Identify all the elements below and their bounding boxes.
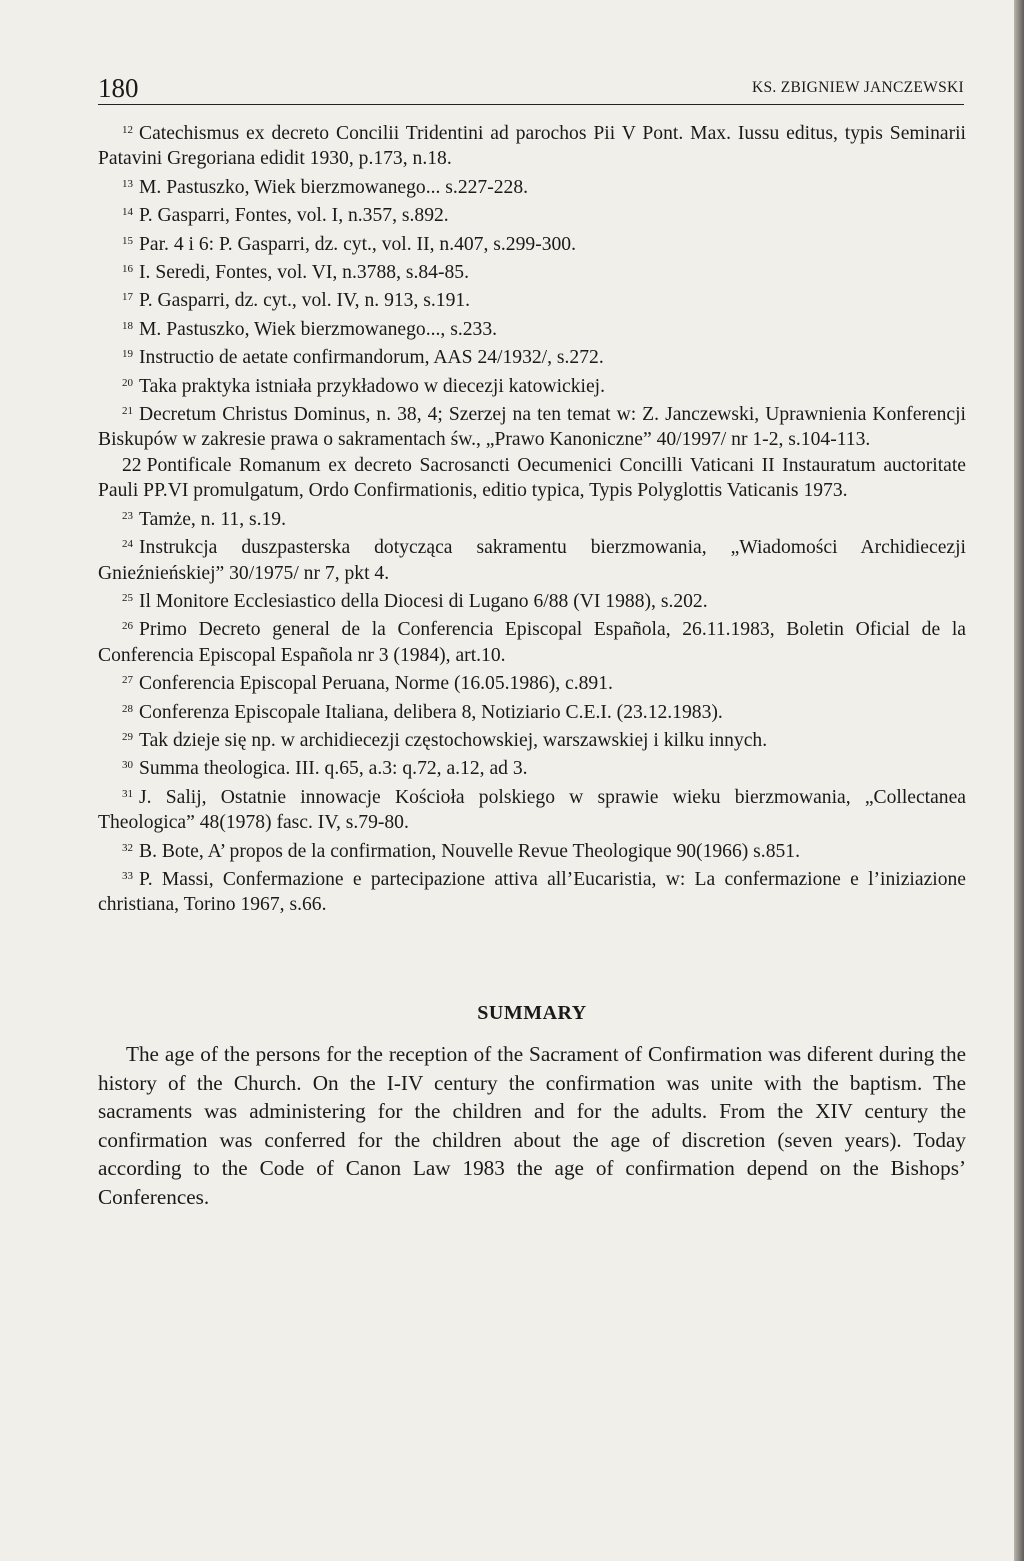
footnote-number: 33 <box>122 869 133 882</box>
footnote-text: Summa theologica. III. q.65, a.3: q.72, a.12, ad 3. <box>139 758 528 780</box>
footnote-number: 13 <box>122 177 133 190</box>
footnote-text: Conferencia Episcopal Peruana, Norme (16.05.1986), c.891. <box>139 673 613 695</box>
summary-heading: SUMMARY <box>477 1002 587 1024</box>
footnote-number: 14 <box>122 206 133 219</box>
footnote <box>98 118 966 172</box>
footnote-number: 16 <box>122 263 133 276</box>
footnote-number: 25 <box>122 591 133 604</box>
footnote-text: Il Monitore Ecclesiastico della Diocesi di Lugano 6/88 (VI 1988), s.202. <box>139 590 708 612</box>
footnote-number: 26 <box>122 620 133 633</box>
footnote-number: 20 <box>122 376 133 389</box>
footnote <box>98 229 966 257</box>
footnote <box>98 285 966 313</box>
footnote-number: 12 <box>122 124 133 136</box>
footnote-text: P. Massi, Confermazione e partecipazione attiva all’Eucaristia, w: La confermazione e l’iniziazione christiana, Torino 1967, s.66. <box>98 868 966 916</box>
footnote-number: 31 <box>122 787 133 800</box>
footnote <box>98 314 966 342</box>
footnote-text: Conferenza Episcopale Italiana, delibera 8, Notiziario C.E.I. (23.12.1983). <box>139 701 723 723</box>
footnote <box>98 668 966 696</box>
footnote-number: 24 <box>122 538 133 551</box>
footnote-text: Instrukcja duszpasterska dotycząca sakramentu bierzmowania, „Wiadomości Archidiecezji Gnieźnieńskiej” 30/1975/ nr 7, pkt 4. <box>98 537 966 584</box>
footnote <box>98 614 966 668</box>
footnote <box>98 453 966 504</box>
footnote <box>98 504 966 532</box>
footnote-number: 29 <box>122 730 133 743</box>
footnote <box>98 753 966 781</box>
footnote-text: Primo Decreto general de la Conferencia Episcopal Española, 26.11.1983, Boletin Oficial de la Conferencia Episcopal Española nr 3 (1984), art.10. <box>98 619 966 666</box>
footnote <box>98 836 966 864</box>
footnote-text: M. Pastuszko, Wiek bierzmowanego..., s.233. <box>139 318 498 340</box>
footnote <box>98 200 966 228</box>
page-number: 180 <box>98 73 139 103</box>
footnote-text: Tak dzieje się np. w archidiecezji częstochowskiej, warszawskiej i kilku innych. <box>139 729 768 751</box>
footnote <box>98 371 966 399</box>
footnote-text: I. Seredi, Fontes, vol. VI, n.3788, s.84-85. <box>139 262 469 284</box>
footnote-text: J. Salij, Ostatnie innowacje Kościoła polskiego w sprawie wieku bierzmowania, „Collectanea Theologica” 48(1978) fasc. IV, s.79-80. <box>98 786 966 834</box>
running-head-author: KS. ZBIGNIEW JANCZEWSKI <box>752 79 964 96</box>
footnote-text: Taka praktyka istniała przykładowo w diecezji katowickiej. <box>139 375 605 397</box>
footnote-number: 15 <box>122 234 133 247</box>
footnote <box>98 399 966 453</box>
footnote <box>98 586 966 614</box>
footnote <box>98 725 966 753</box>
footnote-number: 19 <box>122 348 133 361</box>
footnote-text: Decretum Christus Dominus, n. 38, 4; Szerzej na ten temat w: Z. Janczewski, Uprawnienia Konferencji Biskupów w zakresie prawa o sakramentach św., „Prawo Kanoniczne” 40/1997/ nr 1-2, s.104-113. <box>98 404 966 451</box>
footnote-number: 28 <box>122 702 133 715</box>
footnote-text: Instructio de aetate confirmandorum, AAS 24/1932/, s.272. <box>139 347 604 369</box>
footnote-text: Par. 4 i 6: P. Gasparri, dz. cyt., vol. II, n.407, s.299-300. <box>139 233 577 255</box>
footnotes-list <box>98 118 966 918</box>
footnote <box>98 697 966 725</box>
footnote-number: 17 <box>122 291 133 304</box>
footnote-number: 30 <box>122 759 133 772</box>
footnote-number: 21 <box>122 405 133 418</box>
footnote-number: 27 <box>122 674 133 687</box>
footnote <box>98 342 966 370</box>
footnote <box>98 532 966 586</box>
footnote-text: Pontificale Romanum ex decreto Sacrosancti Oecumenici Concilli Vaticani II Instauratum auctoritate Pauli PP.VI promulgatum, Ordo Confirmationis, editio typica, Typis Polyglottis Vaticanis 1973. <box>98 454 966 502</box>
footnote-text: Catechismus ex decreto Concilii Tridentini ad parochos Pii V Pont. Max. Iussu editus, typis Seminarii Patavini Gregoriana edidit 1930, p.173, n.18. <box>98 123 966 170</box>
footnote <box>98 782 966 836</box>
footnote-number: 32 <box>122 841 133 854</box>
footnote-text: B. Bote, A’ propos de la confirmation, Nouvelle Revue Theologique 90(1966) s.851. <box>139 840 800 862</box>
page-header <box>98 72 964 105</box>
page-binding-edge <box>1014 0 1024 1561</box>
footnote <box>98 257 966 285</box>
footnote-text: P. Gasparri, dz. cyt., vol. IV, n. 913, s.191. <box>139 290 471 312</box>
footnote <box>98 172 966 200</box>
footnote-text: M. Pastuszko, Wiek bierzmowanego... s.227-228. <box>139 176 529 198</box>
footnote-number: 18 <box>122 319 133 332</box>
footnote-number: 22 <box>122 454 142 476</box>
footnote-number: 23 <box>122 509 133 522</box>
footnote <box>98 864 966 918</box>
footnote-text: P. Gasparri, Fontes, vol. I, n.357, s.892. <box>139 205 449 227</box>
summary-text: The age of the persons for the reception of the Sacrament of Confirmation was diferent during the history of the Church. On the I-IV century the confirmation was unite with the baptism. The sacraments was administering for the children and for the adults. From the XIV century the confirmation was conferred for the children about the age of discretion (seven years). Today according to the Code of Canon Law 1983 the age of confirmation depend on the Bishops’ Conferences. <box>98 1042 966 1209</box>
footnote-text: Tamże, n. 11, s.19. <box>139 508 287 530</box>
